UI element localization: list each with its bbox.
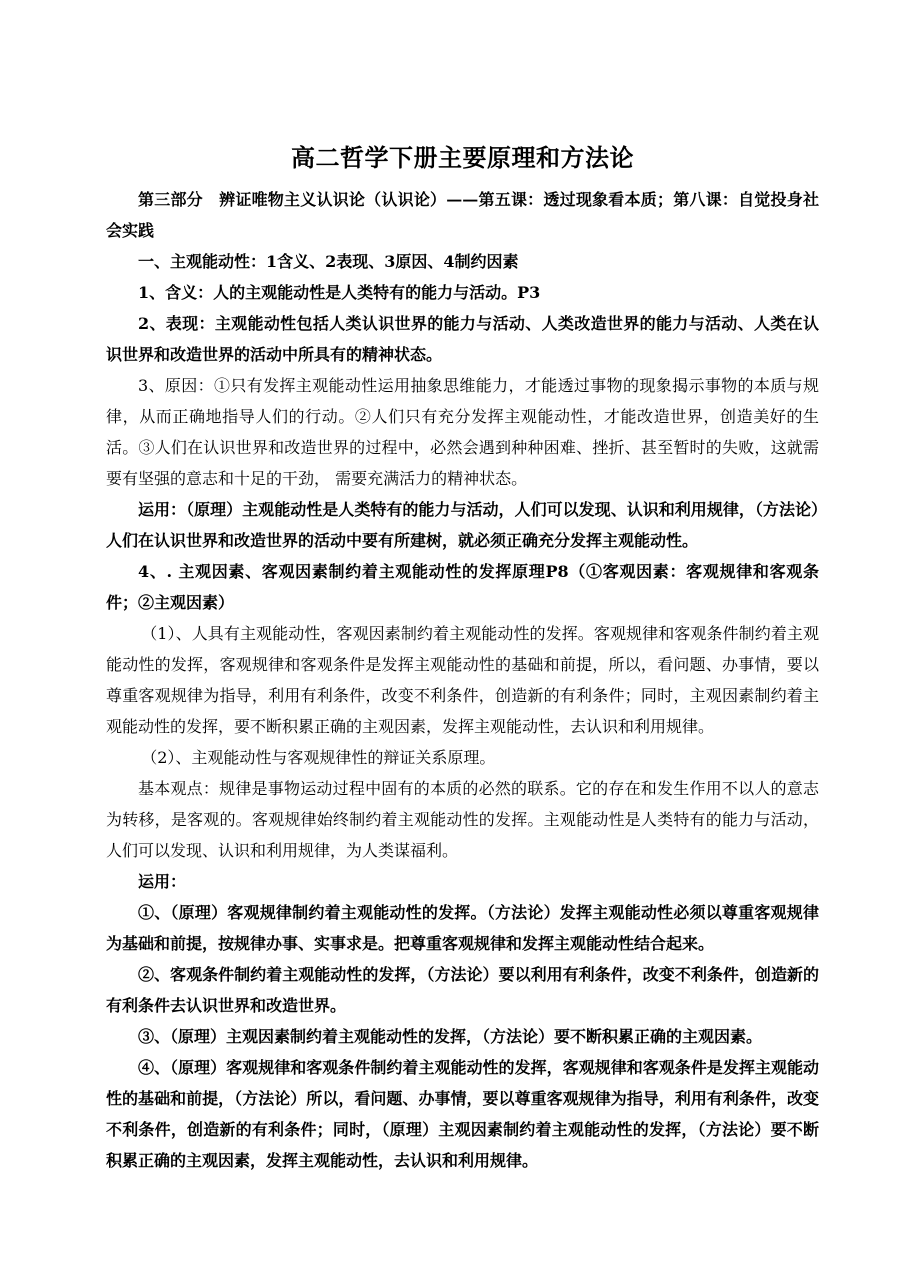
application-2-1: ①、（原理）客观规律制约着主观能动性的发挥。（方法论）发挥主观能动性必须以尊重客观规律为基础和前提，按规律办事、实事求是。把尊重客观规律和发挥主观能动性结合起来。 [106,903,819,953]
item4-sub1: （1）、人具有主观能动性，客观因素制约着主观能动性的发挥。客观规律和客观条件制约着主观能动性的发挥，客观规律和客观条件是发挥主观能动性的基础和前提，所以，看问题、办事情，要以尊重客观规律为指导，利用有利条件，改变不利条件，创造新的有利条件；同时，主观因素制约着主观能动性的发挥，要不断积累正确的主观因素，发挥主观能动性，去认识和利用规律。 [106,624,819,736]
part3-heading: 第三部分 辨证唯物主义认识论（认识论）——第五课：透过现象看本质；第八课：自觉投身社会实践 [106,190,819,240]
section1-heading: 一、主观能动性：1含义、2表现、3原因、4制约因素 [138,252,519,271]
document-title: 高二哲学下册主要原理和方法论 [291,143,634,172]
item1-meaning: 1、含义：人的主观能动性是人类特有的能力与活动。P3 [138,283,541,302]
application-2-4: ④、（原理）客观规律和客观条件制约着主观能动性的发挥，客观规律和客观条件是发挥主观能动性的基础和前提，（方法论）所以，看问题、办事情，要以尊重客观规律为指导，利用有利条件，改变不利条件，创造新的有利条件；同时，（原理）主观因素制约着主观能动性的发挥，（方法论）要不断积累正确的主观因素，发挥主观能动性，去认识和利用规律。 [106,1058,819,1170]
application-2-2: ②、客观条件制约着主观能动性的发挥，（方法论）要以利用有利条件，改变不利条件，创造新的有利条件去认识世界和改造世界。 [106,965,819,1015]
item4-sub2: （2）、主观能动性与客观规律性的辩证关系原理。 [141,748,496,767]
basic-view: 基本观点：规律是事物运动过程中固有的本质的必然的联系。它的存在和发生作用不以人的意志为转移，是客观的。客观规律始终制约着主观能动性的发挥。主观能动性是人类特有的能力与活动，人们可以发现、认识和利用规律，为人类谋福利。 [106,779,819,860]
application-1: 运用：（原理）主观能动性是人类特有的能力与活动，人们可以发现、认识和利用规律，（方法论）人们在认识世界和改造世界的活动中要有所建树，就必须正确充分发挥主观能动性。 [106,500,819,550]
item3-reason: 3、原因：①只有发挥主观能动性运用抽象思维能力，才能透过事物的现象揭示事物的本质与规律，从而正确地指导人们的行动。②人们只有充分发挥主观能动性，才能改造世界，创造美好的生活。③人们在认识世界和改造世界的过程中，必然会遇到种种困难、挫折、甚至暂时的失败，这就需要有坚强的意志和十足的干劲， 需要充满活力的精神状态。 [106,376,819,488]
document-body [106,142,819,1176]
application-2-heading: 运用： [138,872,187,891]
item4-heading: 4、. 主观因素、客观因素制约着主观能动性的发挥原理P8（①客观因素：客观规律和客观条件；②主观因素） [106,562,819,612]
application-2-3: ③、（原理）主观因素制约着主观能动性的发挥，（方法论）要不断积累正确的主观因素。 [138,1027,763,1046]
item2-expression: 2、表现：主观能动性包括人类认识世界的能力与活动、人类改造世界的能力与活动、人类在认识世界和改造世界的活动中所具有的精神状态。 [106,314,819,364]
